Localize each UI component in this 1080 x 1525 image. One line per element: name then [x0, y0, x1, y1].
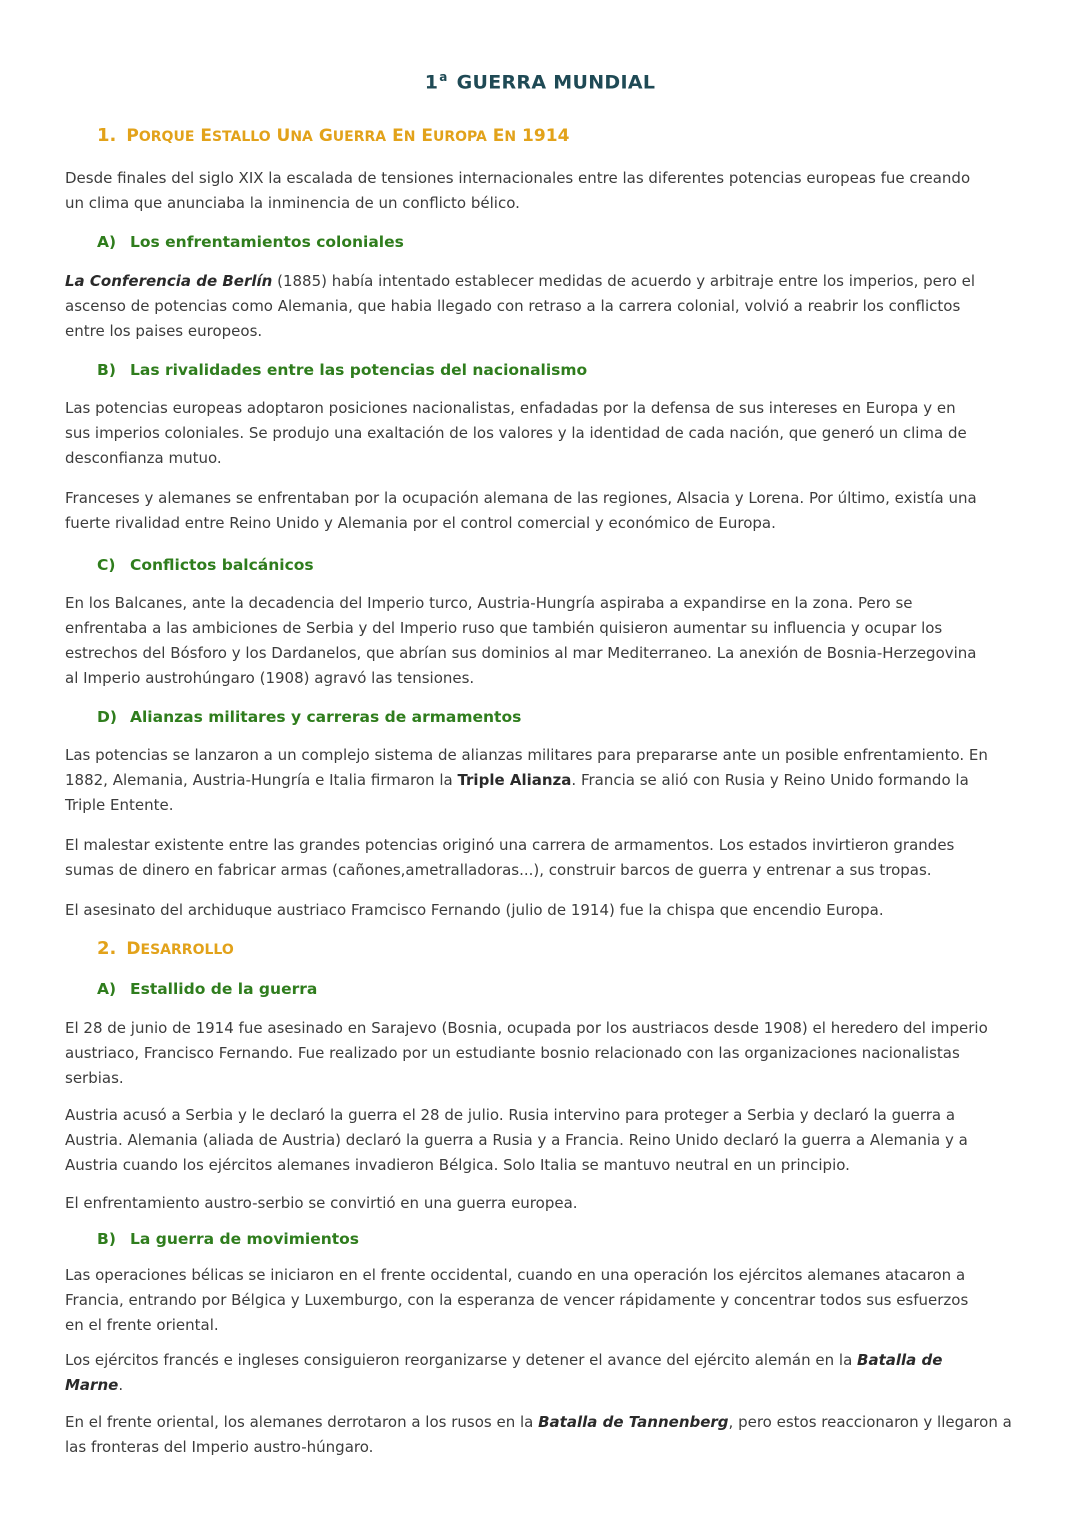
batalla-tannenberg-term: Batalla de Tannenberg [538, 1413, 729, 1431]
subheading-outbreak: A) Estallido de la guerra [97, 980, 318, 998]
page-title [0, 70, 1080, 93]
triple-alianza-term: Triple Alianza [457, 771, 572, 789]
subheading-rivalries: B) Las rivalidades entre las potencias del nacionalismo [97, 361, 588, 379]
section-heading-1 [97, 125, 569, 146]
section-number: 2. [97, 938, 117, 959]
paragraph-movement-3: En el frente oriental, los alemanes derrotaron a los rusos en la Batalla de Tannenberg, pero estos reaccionaron y llegaron a las fronteras del Imperio austro-húngaro. [65, 1413, 1012, 1456]
paragraph-outbreak-3: El enfrentamiento austro-serbio se convirtió en una guerra europea. [65, 1194, 578, 1212]
title-number: 1 [424, 71, 439, 94]
title-text: GUERRA MUNDIAL [456, 71, 656, 94]
section-title: DESARROLLO [126, 939, 234, 959]
subheading-movement-war: B) La guerra de movimientos [97, 1230, 360, 1248]
paragraph-alliances-3: El asesinato del archiduque austriaco Framcisco Fernando (julio de 1914) fue la chispa que encendio Europa. [65, 901, 884, 919]
paragraph-rivalries-2: Franceses y alemanes se enfrentaban por la ocupación alemana de las regiones, Alsacia y Lorena. Por último, existía una fuerte rivalidad entre Reino Unido y Alemania por el control comercial y económico de Europa. [65, 489, 977, 532]
paragraph-outbreak-1: El 28 de junio de 1914 fue asesinado en Sarajevo (Bosnia, ocupada por los austriacos desde 1908) el heredero del imperio austriaco, Francisco Fernando. Fue realizado por un estudiante bosnio relacionado con las organizaciones nacionalistas serbias. [65, 1019, 988, 1087]
paragraph-movement-2: Los ejércitos francés e ingleses consiguieron reorganizarse y detener el avance del ejército alemán en la Batalla de Marne. [65, 1351, 943, 1394]
title-ordinal: a [439, 70, 448, 84]
paragraph-alliances-2: El malestar existente entre las grandes potencias originó una carrera de armamentos. Los estados invirtieron grandes sumas de dinero en fabricar armas (cañones,ametralladoras...), construir barcos de guerra y entrenar a sus tropas. [65, 836, 955, 879]
section-title: PORQUE ESTALLO UNA GUERRA EN EUROPA EN 1914 [126, 126, 570, 146]
section-heading-2 [97, 938, 234, 959]
marne-term: Marne [65, 1376, 119, 1394]
paragraph-balkans: En los Balcanes, ante la decadencia del Imperio turco, Austria-Hungría aspiraba a expandirse en la zona. Pero se enfrentaba a las ambiciones de Serbia y del Imperio ruso que también quisieron aumentar su influencia y ocupar los estrechos del Bósforo y los Dardanelos, que abrían sus dominios al mar Mediterraneo. La anexión de Bosnia-Herzegovina al Imperio austrohúngaro (1908) agravó las tensiones. [65, 594, 977, 687]
paragraph-movement-1: Las operaciones bélicas se iniciaron en el frente occidental, cuando en una operación los ejércitos alemanes atacaron a Francia, entrando por Bélgica y Luxemburgo, con la esperanza de vencer rápidamente y concentrar todos sus esfuerzos en el frente oriental. [65, 1266, 969, 1334]
berlin-conference-term: La Conferencia de Berlín [65, 272, 273, 290]
subheading-balkans: C) Conflictos balcánicos [97, 556, 314, 574]
paragraph-rivalries-1: Las potencias europeas adoptaron posiciones nacionalistas, enfadadas por la defensa de sus intereses en Europa y en sus imperios coloniales. Se produjo una exaltación de los valores y la identidad de cada nación, que generó un clima de desconfianza mutuo. [65, 399, 967, 467]
subheading-colonial: A) Los enfrentamientos coloniales [97, 233, 404, 251]
subheading-alliances: D) Alianzas militares y carreras de armamentos [97, 708, 522, 726]
paragraph-intro: Desde finales del siglo XIX la escalada de tensiones internacionales entre las diferentes potencias europeas fue creando un clima que anunciaba la inminencia de un conflicto bélico. [65, 169, 971, 212]
section-number: 1. [97, 125, 117, 146]
paragraph-alliances-1: Las potencias se lanzaron a un complejo sistema de alianzas militares para prepararse ante un posible enfrentamiento. En 1882, Alemania, Austria-Hungría e Italia firmaron la Triple Alianza. Francia se alió con Rusia y Reino Unido formando la Triple Entente. [65, 746, 988, 814]
paragraph-outbreak-2: Austria acusó a Serbia y le declaró la guerra el 28 de julio. Rusia intervino para proteger a Serbia y declaró la guerra a Austria. Alemania (aliada de Austria) declaró la guerra a Rusia y a Francia. Reino Unido declaró la guerra a Alemania y a Austria cuando los ejércitos alemanes invadieron Bélgica. Solo Italia se mantuvo neutral en un principio. [65, 1106, 968, 1174]
paragraph-colonial: La Conferencia de Berlín (1885) había intentado establecer medidas de acuerdo y arbitraje entre los imperios, pero el ascenso de potencias como Alemania, que habia llegado con retraso a la carrera colonial, volvió a reabrir los conflictos entre los paises europeos. [65, 272, 976, 340]
batalla-marne-term: Batalla de [857, 1351, 943, 1369]
